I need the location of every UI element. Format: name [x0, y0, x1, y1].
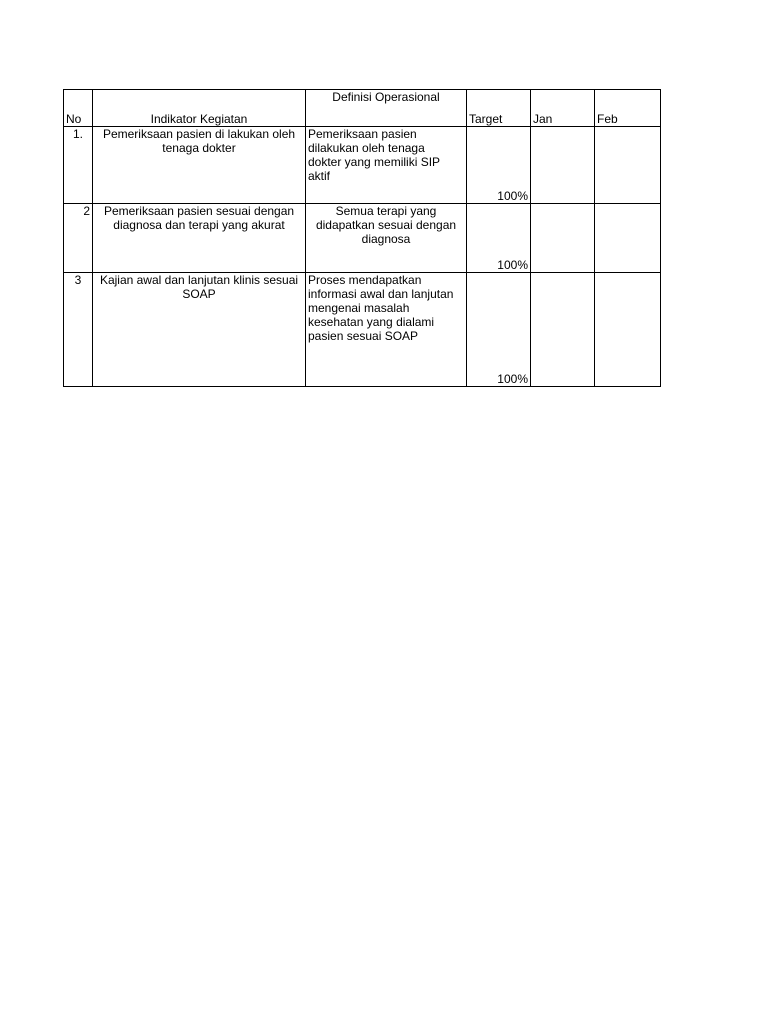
table-row: [64, 127, 661, 204]
header-indikator: Indikator Kegiatan: [93, 90, 306, 127]
row-jan: [531, 127, 595, 204]
row-indikator: Pemeriksaan pasien di lakukan oleh tenaga dokter: [93, 127, 306, 204]
row-indikator: Pemeriksaan pasien sesuai dengan diagnosa dan terapi yang akurat: [93, 204, 306, 273]
row-feb: [595, 204, 661, 273]
row-target: 100%: [467, 127, 531, 204]
header-feb: Feb: [595, 90, 661, 127]
row-indikator: Kajian awal dan lanjutan klinis sesuai SOAP: [93, 273, 306, 387]
row-target: 100%: [467, 204, 531, 273]
table-row: [64, 273, 661, 387]
indicator-table: [63, 89, 661, 387]
header-jan: Jan: [531, 90, 595, 127]
header-definisi: Definisi Operasional: [306, 90, 467, 127]
row-definisi: Semua terapi yang didapatkan sesuai dengan diagnosa: [306, 204, 467, 273]
header-no: No: [64, 90, 93, 127]
row-no: 3: [64, 273, 93, 387]
row-no: 1.: [64, 127, 93, 204]
row-feb: [595, 273, 661, 387]
row-definisi: Proses mendapatkan informasi awal dan lanjutan mengenai masalah kesehatan yang dialami pasien sesuai SOAP: [306, 273, 467, 387]
row-jan: [531, 204, 595, 273]
header-row: [64, 90, 661, 127]
row-no: 2: [64, 204, 93, 273]
row-target: 100%: [467, 273, 531, 387]
header-target: Target: [467, 90, 531, 127]
row-feb: [595, 127, 661, 204]
table-row: [64, 204, 661, 273]
row-definisi: Pemeriksaan pasien dilakukan oleh tenaga dokter yang memiliki SIP aktif: [306, 127, 467, 204]
row-jan: [531, 273, 595, 387]
